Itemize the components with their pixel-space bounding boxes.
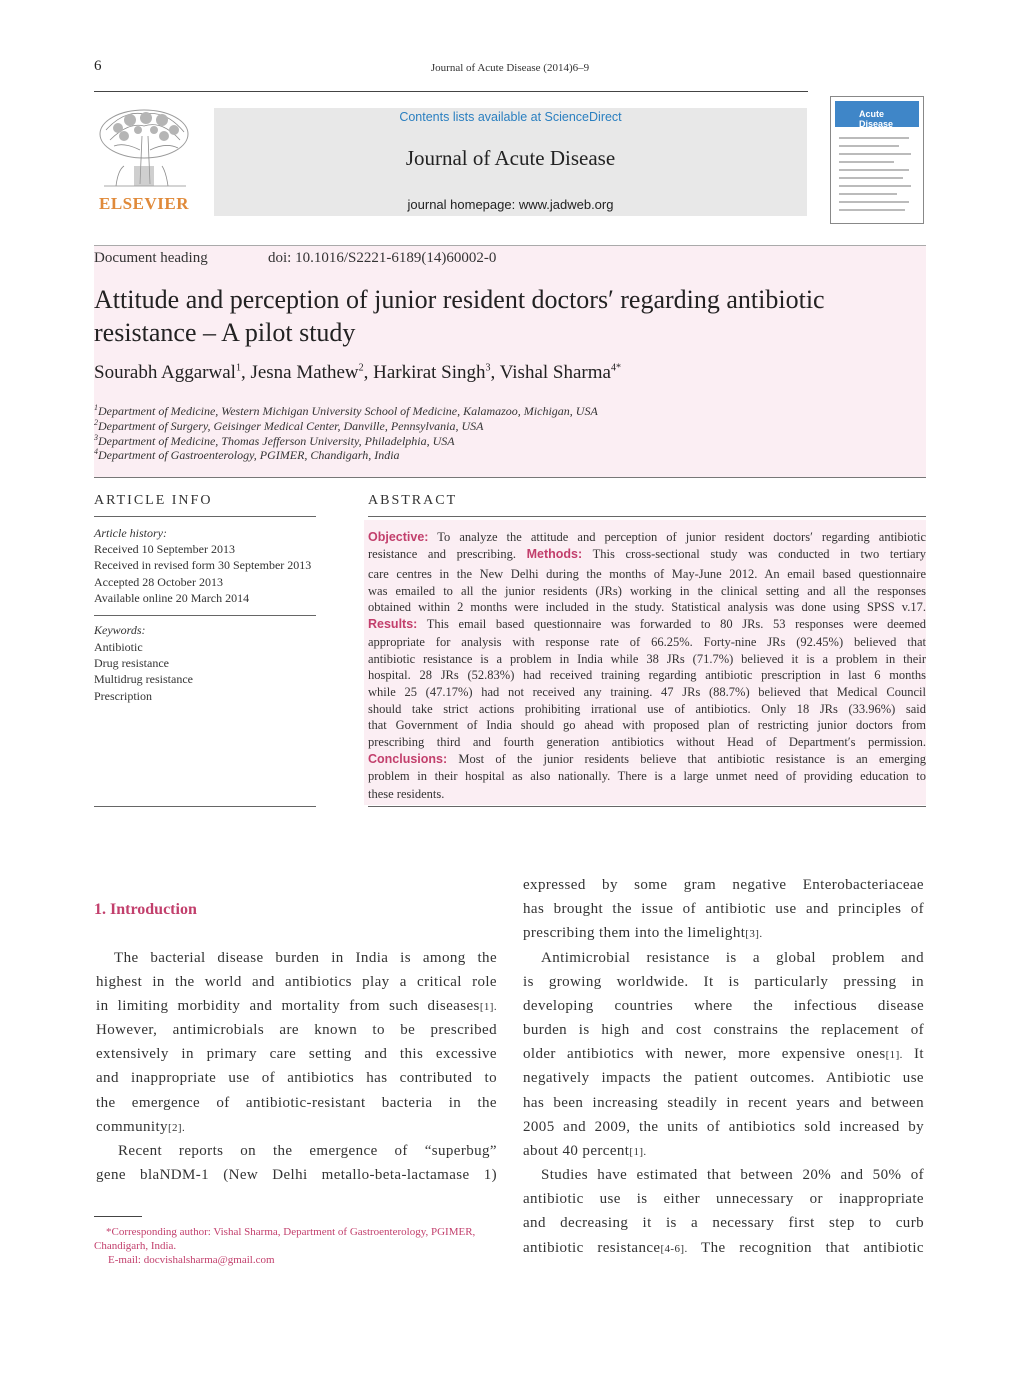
body-line: has been increasing steadily in recent years and between [523,1095,924,1111]
body-line: has brought the issue of antibiotic use and principles of [523,901,924,917]
body-line: prescribing them into the limelight[3]. [523,925,763,941]
tree-icon [94,106,194,194]
body-line: developing countries where the infectious disease [523,998,924,1014]
author-name: Sourabh Aggarwal [94,362,236,383]
cover-band [835,101,919,127]
rule [368,516,926,517]
abstract-line: care centres in the New Delhi during the months of May-June 2012. An email based questionnaire [368,567,926,581]
abstract-line: resistance and prescribing. Methods: This cross-sectional study was conducted in two tertiary [368,547,927,561]
body-line: antibiotic resistance[4-6]. The recognition that antibiotic [523,1240,924,1256]
body-line: Studies have estimated that between 20% and 50% of [541,1167,924,1183]
body-line: Recent reports on the emergence of “superbug” [118,1143,497,1159]
elsevier-logo [94,106,194,216]
body-line: older antibiotics with newer, more expensive ones[1]. It [523,1046,924,1062]
abstract-line: obtained within 2 months were included in the study. Statistical analysis was done using SPSS v.17. [368,600,926,614]
body-line: negatively impacts the patient outcomes. Antibiotic use [523,1070,924,1086]
body-line: and decreasing it is a necessary first step to curb [523,1215,924,1231]
abstract-line: Objective: To analyze the attitude and perception of junior resident doctors′ regarding antibiotic [368,530,926,544]
affiliation: $^4$Department of Gastroenterology, PGIMER, Chandigarh, India [94,447,400,462]
journal-cover-thumbnail [830,96,924,224]
article-title: Attitude and perception of junior resident doctors′ regarding antibiotic resistance – A pilot study [94,285,825,347]
affiliation: $^1$Department of Medicine, Western Michigan University School of Medicine, Kalamazoo, Michigan, USA [94,403,598,418]
abstract-line: these residents. [368,787,445,801]
history-label: Article history: [94,526,167,540]
body-line: 2005 and 2009, the units of antibiotics sold increased by [523,1119,924,1135]
rule [94,615,316,616]
rule [94,516,316,517]
body-line: gene blaNDM-1 (New Delhi metallo-beta-lactamase 1) [96,1167,497,1183]
abstract-line: that Government of India should go ahead with proposed plan of restricting junior doctors from [368,718,926,732]
keyword: Drug resistance [94,656,169,670]
doi[interactable]: doi: 10.1016/S2221-6189(14)60002-0 [268,250,497,266]
body-line: burden is high and cost constrains the replacement of [523,1022,924,1038]
abstract-line: should take strict actions prohibiting irrational use of antibiotics. Only 18 JRs (33.96%) said [368,702,926,716]
journal-homepage-link[interactable]: journal homepage: www.jadweb.org [407,197,614,212]
body-line: in limiting morbidity and mortality from such diseases[1]. [96,998,497,1014]
body-line: Antimicrobial resistance is a global problem and [541,950,924,966]
running-head: Journal of Acute Disease (2014)6–9 [430,62,590,74]
footnote-line: Chandigarh, India. [94,1240,177,1252]
body-line: However, antimicrobials are known to be prescribed [96,1022,497,1038]
journal-name: Journal of Acute Disease [405,146,616,170]
author-name: Vishal Sharma [499,362,611,383]
history-item: Accepted 28 October 2013 [94,575,223,589]
footnote-rule [94,1216,142,1217]
abstract-line: antibiotic resistance is a problem in India while 38 JRs (71.7%) believed it is a problem in their [368,652,926,666]
page-number: 6 [94,58,102,74]
article-info-heading: ARTICLE INFO [94,493,213,508]
section-heading: 1. Introduction [94,901,197,918]
cover-title: Acute Disease [859,109,894,129]
body-line: community[2]. [96,1119,186,1135]
affiliation: $^2$Department of Surgery, Geisinger Medical Center, Danville, Pennsylvania, USA [94,418,484,433]
body-line: expressed by some gram negative Enterobacteriaceae [523,877,924,893]
body-line: antibiotic use is either unnecessary or inappropriate [523,1191,924,1207]
history-item: Received 10 September 2013 [94,542,235,556]
author-list: Sourabh Aggarwal$^1$, Jesna Mathew$^2$, Harkirat Singh$^3$, Vishal Sharma$^{4*}$ [94,362,621,383]
rule [94,806,316,807]
header-rule [94,91,808,92]
body-line: about 40 percent[1]. [523,1143,647,1159]
document-heading: Document heading [94,250,208,266]
body-line: the emergence of antibiotic-resistant bacteria in the [96,1095,497,1111]
abstract-line: while 25 (47.17%) had not received any training. 47 JRs (88.7%) believed that Medical Council [368,685,926,699]
rule [368,806,926,807]
keyword: Antibiotic [94,640,143,654]
elsevier-wordmark: ELSEVIER [99,194,189,213]
abstract-line: problem in their hospital as also nationally. There is a large unmet need of providing education to [368,769,926,783]
email-link[interactable]: E-mail: docvishalsharma@gmail.com [108,1254,275,1266]
author-name: Jesna Mathew [250,362,359,383]
abstract-line: was emailed to all the junior residents (JRs) working in the clinical setting and all the responses [368,584,926,598]
keywords-label: Keywords: [94,623,146,637]
abstract-line: prescribing third and fourth generation antibiotics without Head of Department′s permission. [368,735,926,749]
body-line: and inappropriate use of antibiotics has contributed to [96,1070,497,1086]
abstract-line: Conclusions: Most of the junior residents believe that antibiotic resistance is an emerging [368,752,927,766]
abstract-line: appropriate for analysis with response rate of 66.25%. Forty-nine JRs (92.45%) believed that [368,635,926,649]
history-item: Received in revised form 30 September 2013 [94,558,312,572]
sciencedirect-link[interactable]: Contents lists available at ScienceDirect [399,110,622,124]
history-item: Available online 20 March 2014 [94,591,250,605]
body-line: highest in the world and antibiotics play a critical role [96,974,497,990]
footnote-line: *Corresponding author: Vishal Sharma, Department of Gastroenterology, PGIMER, [106,1226,476,1238]
author-name: Harkirat Singh [373,362,486,383]
body-line: is growing worldwide. It is particularly pressing in [523,974,924,990]
body-line: extensively in primary care setting and this excessive [96,1046,497,1062]
keyword: Prescription [94,689,152,703]
affiliation: $^3$Department of Medicine, Thomas Jefferson University, Philadelphia, USA [94,433,455,448]
body-line: The bacterial disease burden in India is among the [114,950,497,966]
abstract-line: hospital. 28 JRs (52.83%) had received training regarding antibiotic prescription in last 6 months [368,668,926,682]
keyword: Multidrug resistance [94,672,193,686]
journal-banner [214,108,807,216]
title-block-rule [94,477,926,478]
abstract-heading: ABSTRACT [368,493,458,508]
abstract-line: Results: This email based questionnaire was forwarded to 80 JRs. 53 responses were deemed [368,617,927,631]
